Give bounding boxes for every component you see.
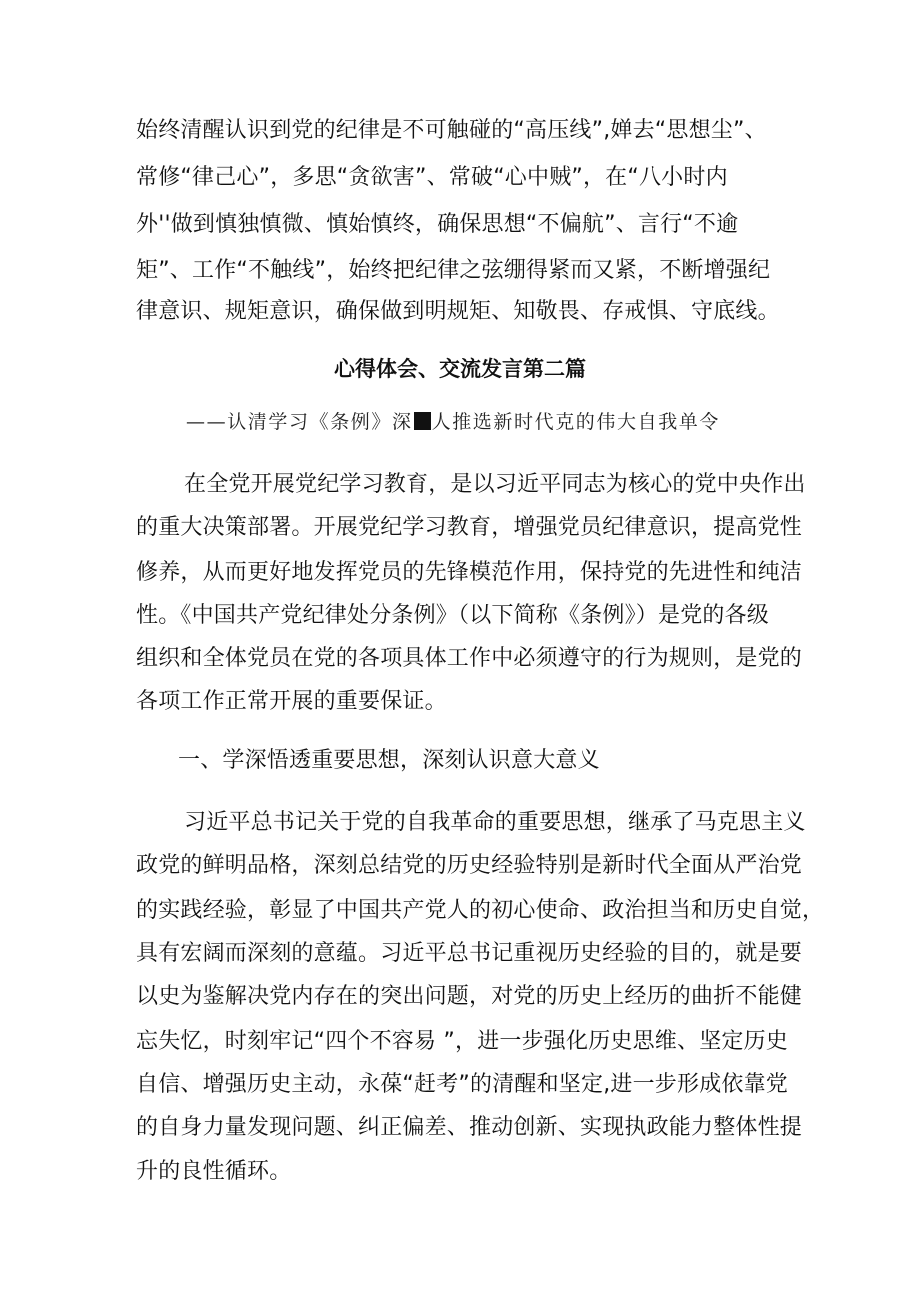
para3-line-4: 具有宏阔而深刻的意蕴。习近平总书记重视历史经验的目的，就是要 — [136, 941, 803, 966]
para2-line-5: 组织和全体党员在党的各项具体工作中必须遵守的行为规则，是党的 — [136, 646, 803, 671]
para3-line-5: 以史为鉴解决党内存在的突出问题，对党的历史上经历的曲折不能健 — [136, 984, 803, 1009]
para1-line-5: 律意识、规矩意识，确保做到明规矩、知敬畏、存戒惧、守底线。 — [136, 299, 780, 324]
para3-line-2: 政党的鲜明品格，深刻总结党的历史经验特别是新时代全面从严治党 — [136, 853, 803, 878]
para3-line-3: 的实践经验，彰显了中国共产党人的初心使命、政治担当和历史自觉， — [136, 898, 825, 923]
para3-line-9: 升的良性循环。 — [136, 1159, 292, 1184]
para1-line-1: 始终清醒认识到党的纪律是不可触碰的“高压线”,婵去“思想尘”、 — [136, 118, 767, 143]
redaction-block — [414, 412, 431, 430]
para3-line-7: 自信、增强历史主动，永葆“赶考”的清醒和坚定,进一步形成依靠党 — [136, 1072, 788, 1097]
section-heading: 心得体会、交流发言第二篇 — [334, 357, 586, 381]
section1-heading: 一、学深悟透重要思想，深刻认识意大意义 — [178, 748, 600, 773]
para3-line-1: 习近平总书记关于党的自我革命的重要思想，继承了马克思主义 — [184, 810, 806, 835]
para3-line-8: 的自身力量发现问题、纠正偏差、推动创新、实现执政能力整体性提 — [136, 1115, 803, 1140]
para2-line-2: 的重大决策部署。开展党纪学习教育，增强党员纪律意识，提高党性 — [136, 515, 803, 540]
para1-line-4: 矩”、工作“不触线”，始终把纪律之弦绷得紧而又紧，不断增强纪 — [136, 258, 771, 283]
subtitle-part-2: 人推选新时代克的伟大自我单令 — [431, 411, 721, 433]
para2-line-6: 各项工作正常开展的重要保证。 — [136, 689, 447, 714]
subtitle — [186, 407, 720, 437]
para2-line-1: 在全党开展党纪学习教育，是以习近平同志为核心的党中央作出 — [184, 472, 806, 497]
para1-line-2: 常修“律己心”，多思“贪欲害”、常破“心中贼”，在“八小时内 — [136, 165, 728, 190]
para2-line-4: 性。《中国共产党纪律处分条例》（以下简称《条例》）是党的各级 — [136, 603, 770, 628]
para3-line-6: 忘失忆，时刻牢记“四个不容易 ”，进一步强化历史思维、坚定历史 — [136, 1029, 788, 1054]
para1-line-3: 外''做到慎独慎微、慎始慎终，确保思想“不偏航”、言行“不逾 — [136, 212, 739, 237]
para2-line-3: 修养，从而更好地发挥党员的先锋模范作用，保持党的先进性和纯洁 — [136, 560, 803, 585]
subtitle-part-1: ——认清学习《条例》深 — [186, 411, 413, 433]
